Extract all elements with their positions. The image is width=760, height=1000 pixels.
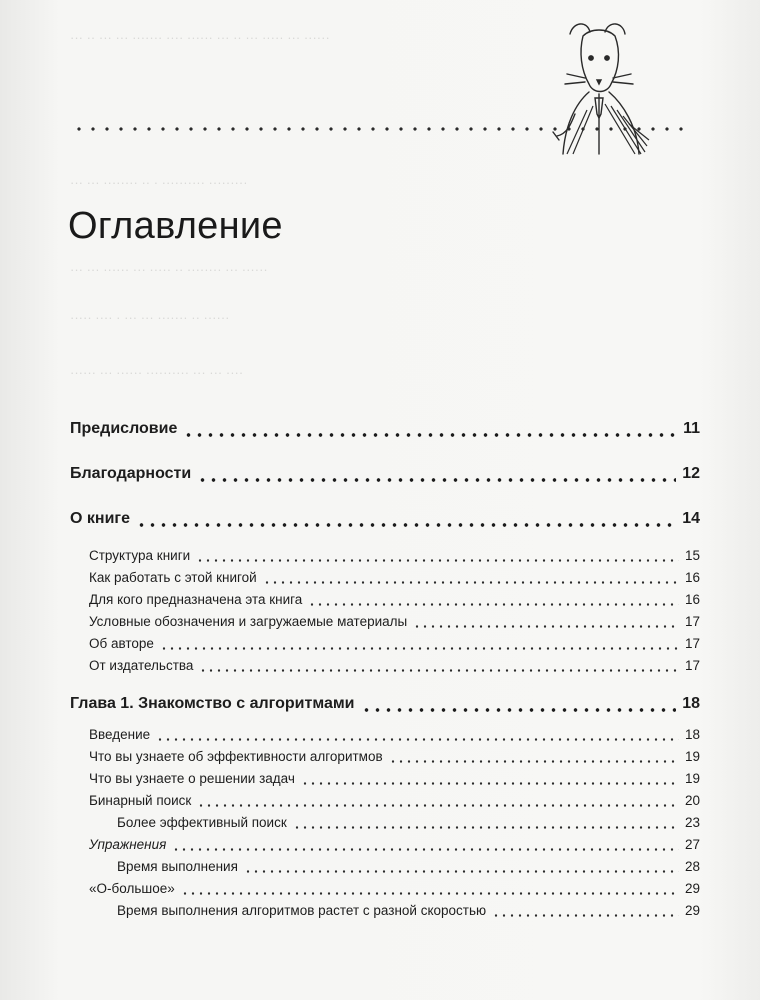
bleed-through-text: ··· ··· ········ ·· · ·········· ········· (70, 175, 248, 190)
toc-entry-title: Время выполнения алгоритмов растет с разной скоростью (117, 903, 487, 918)
bleed-through-text: ··· ·· ··· ··· ······· ···· ······ ··· ·· ··· ····· ··· ······ (70, 30, 330, 45)
toc-entry-title: Предисловие (70, 420, 178, 437)
toc-page-number: 16 (684, 570, 700, 585)
dot-leader (244, 860, 679, 874)
toc-entry-section (70, 837, 700, 852)
dot-leader (196, 549, 679, 563)
toc-page-number: 23 (684, 815, 700, 830)
toc-page-number: 11 (683, 420, 700, 437)
toc-page-number: 17 (684, 614, 700, 629)
toc-entry-section (70, 614, 700, 629)
toc-entry-main (70, 465, 700, 483)
toc-entry-title: «О-большое» (89, 881, 175, 896)
toc-entry-subsection (70, 903, 700, 918)
toc-entry-section (70, 636, 700, 651)
toc-entry-main (70, 510, 700, 528)
toc-entry-title: Как работать с этой книгой (89, 570, 257, 585)
toc-entry-section (70, 592, 700, 607)
toc-entry-section (70, 727, 700, 742)
decorative-dot-leader (72, 122, 692, 136)
toc-page-number: 15 (684, 548, 700, 563)
toc-page-number: 17 (684, 658, 700, 673)
toc-page-number: 28 (684, 859, 700, 874)
toc-entry-section (70, 658, 700, 673)
toc-entry-section (70, 793, 700, 808)
toc-entry-main (70, 695, 700, 713)
toc-entry-title: Для кого предназначена эта книга (89, 592, 303, 607)
toc-entry-section (70, 570, 700, 585)
toc-page-number: 29 (684, 903, 700, 918)
toc-entry-title: Упражнения (89, 837, 167, 852)
dot-leader (263, 571, 679, 585)
toc-page-number: 12 (682, 465, 700, 482)
dot-leader (293, 816, 679, 830)
toc-page-number: 18 (682, 695, 700, 712)
toc-entry-title: От издательства (89, 658, 194, 673)
dot-leader (199, 659, 679, 673)
page-title: Оглавление (68, 205, 283, 247)
toc-page-number: 27 (684, 837, 700, 852)
dot-leader (136, 512, 676, 528)
toc-entry-title: Благодарности (70, 465, 192, 482)
toc-page-number: 14 (682, 510, 700, 527)
toc-entry-title: О книге (70, 510, 130, 527)
toc-entry-main (70, 420, 700, 438)
toc-entry-title: Что вы узнаете о решении задач (89, 771, 295, 786)
toc-entry-title: Структура книги (89, 548, 191, 563)
dot-leader (301, 772, 679, 786)
toc-entry-title: Об авторе (89, 636, 154, 651)
dot-leader (389, 750, 679, 764)
toc-entry-subsection (70, 859, 700, 874)
toc-entry-title: Глава 1. Знакомство с алгоритмами (70, 695, 355, 712)
toc-page-number: 20 (684, 793, 700, 808)
toc-entry-section (70, 749, 700, 764)
toc-entry-section (70, 548, 700, 563)
bleed-through-text: ····· ···· · ··· ··· ······· ·· ······ (70, 310, 230, 325)
dot-leader (156, 728, 679, 742)
toc-page-number: 29 (684, 881, 700, 896)
dot-leader (197, 794, 679, 808)
bleed-through-text: ······ ··· ······ ·········· ··· ··· ···· (70, 365, 244, 380)
toc-page-number: 16 (684, 592, 700, 607)
toc-entry-section (70, 771, 700, 786)
dot-leader (361, 697, 677, 713)
dot-leader (183, 422, 677, 438)
dot-leader (172, 838, 679, 852)
dot-leader (492, 904, 679, 918)
toc-entry-subsection (70, 815, 700, 830)
toc-entry-section (70, 881, 700, 896)
toc-entry-title: Время выполнения (117, 859, 238, 874)
dot-leader (160, 637, 679, 651)
dot-leader (413, 615, 679, 629)
toc-page-number: 18 (684, 727, 700, 742)
toc-entry-title: Более эффективный поиск (117, 815, 287, 830)
dot-leader (181, 882, 679, 896)
toc-entry-title: Введение (89, 727, 151, 742)
toc-entry-title: Что вы узнаете об эффективности алгоритмов (89, 749, 383, 764)
toc-page-number: 17 (684, 636, 700, 651)
toc-entry-title: Условные обозначения и загружаемые материалы (89, 614, 408, 629)
dot-leader (197, 467, 676, 483)
toc-entry-title: Бинарный поиск (89, 793, 192, 808)
dot-leader (308, 593, 679, 607)
rat-mascot-illustration (545, 14, 655, 164)
bleed-through-text: ··· ··· ······ ··· ····· ·· ········ ··· ······ (70, 262, 268, 277)
toc-page-number: 19 (684, 749, 700, 764)
toc-page-number: 19 (684, 771, 700, 786)
